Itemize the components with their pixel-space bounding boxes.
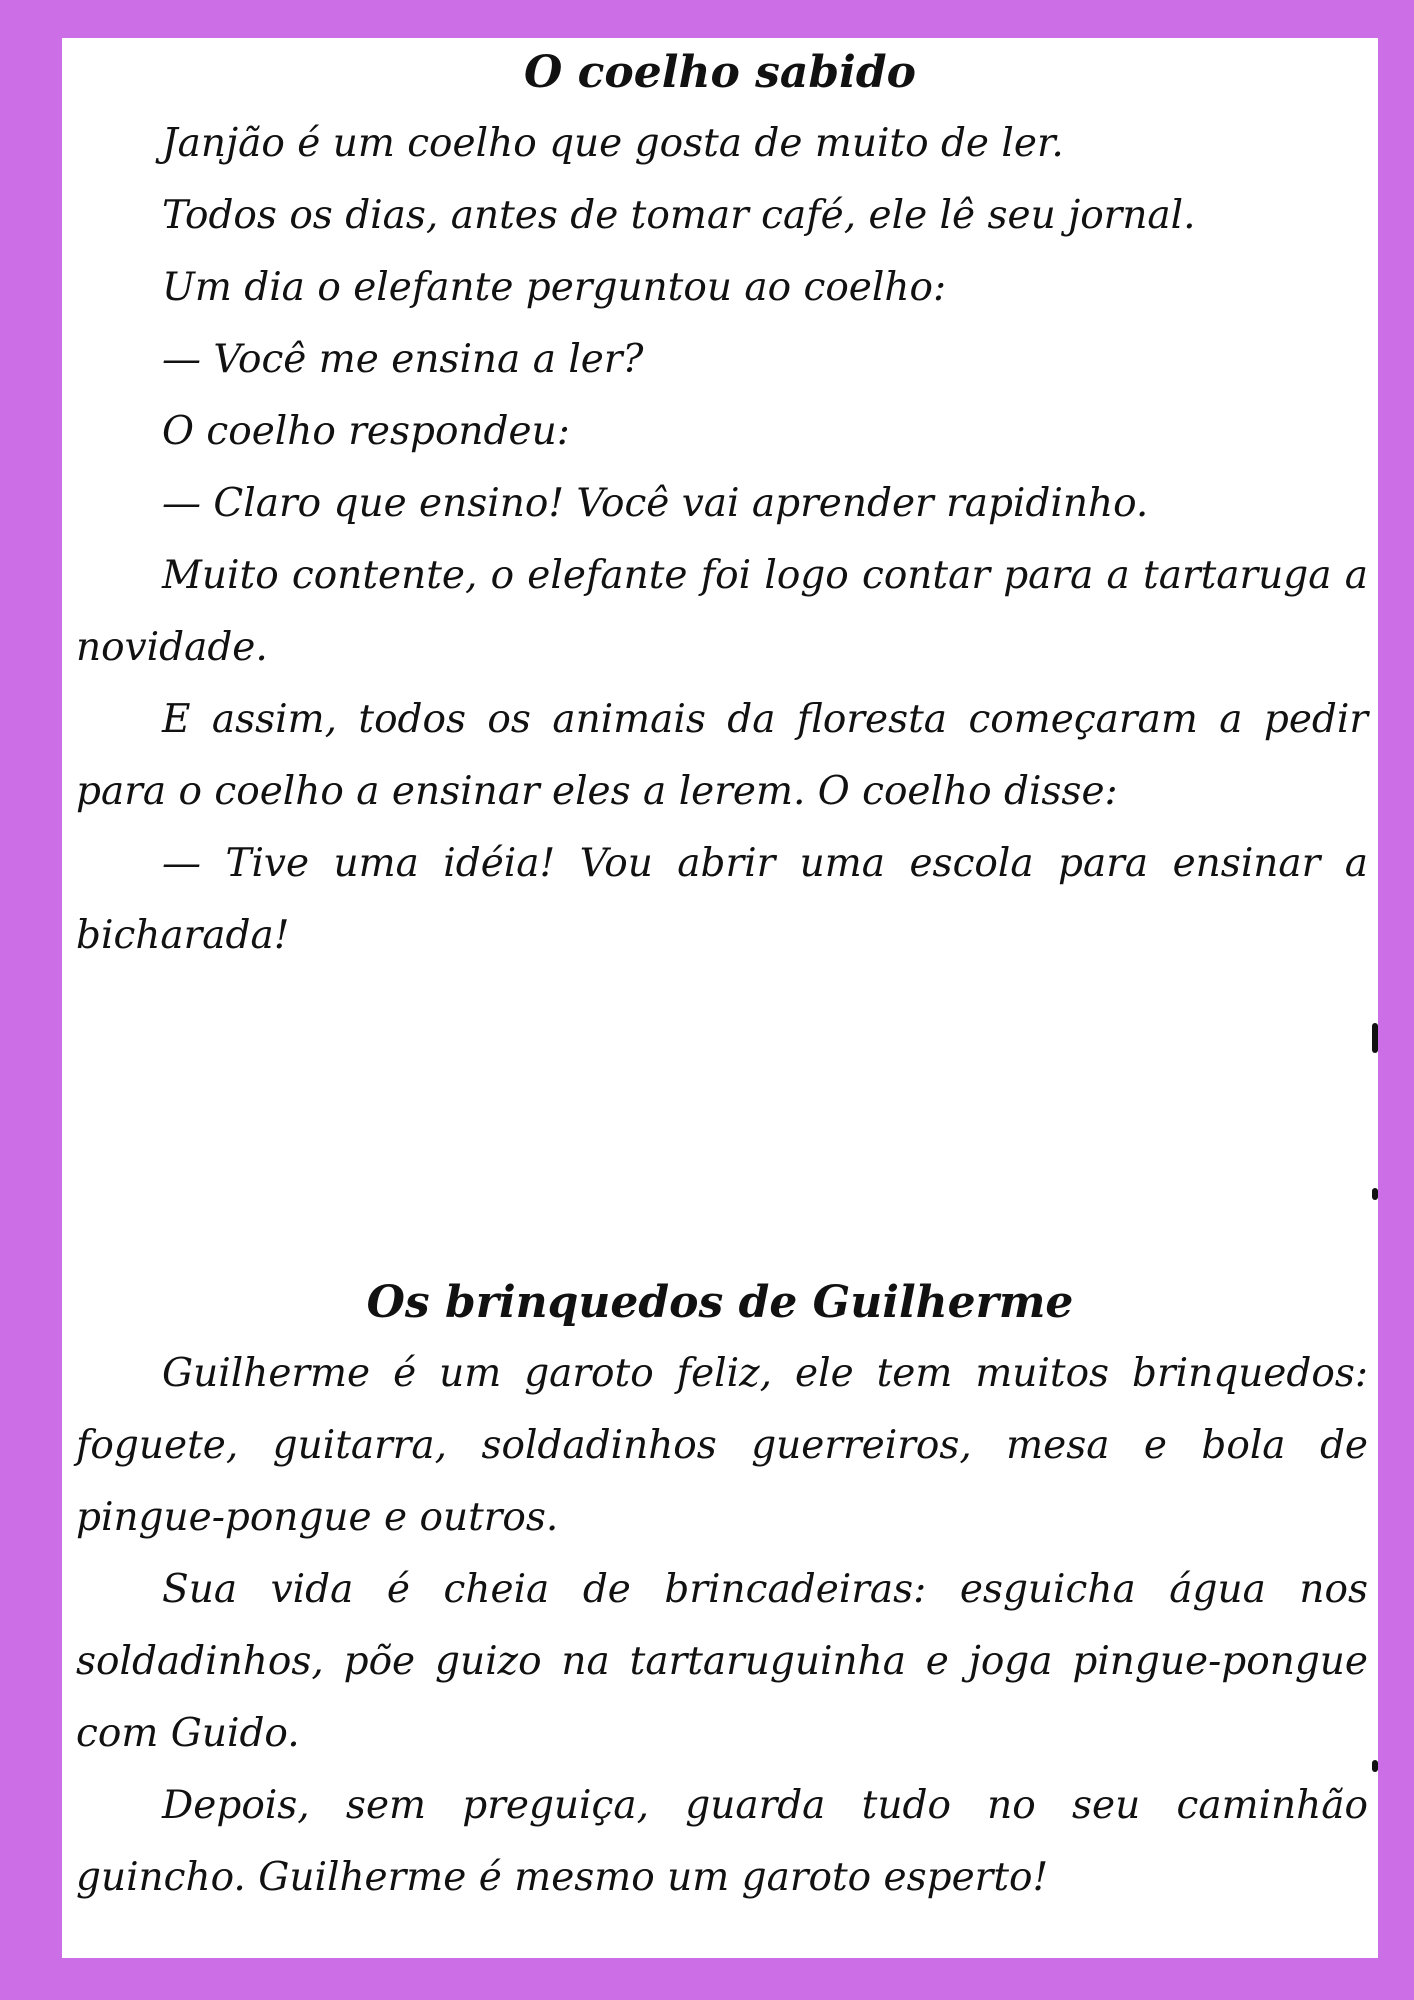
story-paragraph: Guilherme é um garoto feliz, ele tem muitos brinquedos: foguete, guitarra, soldadinhos guerreiros, mesa e bola de pingue-pongue e outros. — [76, 1351, 1368, 1540]
story-o-coelho-sabido — [62, 38, 1378, 972]
story-os-brinquedos-de-guilherme — [62, 1268, 1378, 1914]
story-title: Os brinquedos de Guilherme — [366, 1277, 1074, 1328]
story-paragraph: E assim, todos os animais da floresta começaram a pedir para o coelho a ensinar eles a lerem. O coelho disse: — [76, 697, 1368, 814]
scan-mark — [1372, 1188, 1378, 1200]
worksheet-page — [62, 38, 1378, 1958]
story-paragraph: Depois, sem preguiça, guarda tudo no seu caminhão guincho. Guilherme é mesmo um garoto esperto! — [76, 1783, 1368, 1900]
story-title: O coelho sabido — [523, 47, 917, 98]
story-paragraph: Muito contente, o elefante foi logo contar para a tartaruga a novidade. — [76, 553, 1368, 670]
story-paragraph: O coelho respondeu: — [162, 409, 570, 454]
scan-mark — [1372, 1760, 1378, 1772]
scan-mark — [1372, 1023, 1378, 1053]
story-paragraph: Janjão é um coelho que gosta de muito de ler. — [162, 121, 1064, 166]
dialogue-line: — Você me ensina a ler? — [162, 337, 644, 382]
dialogue-line: — Tive uma idéia! Vou abrir uma escola para ensinar a bicharada! — [76, 841, 1368, 958]
story-paragraph: Um dia o elefante perguntou ao coelho: — [162, 265, 947, 310]
story-paragraph: Sua vida é cheia de brincadeiras: esguicha água nos soldadinhos, põe guizo na tartaruguinha e joga pingue-pongue com Guido. — [76, 1567, 1368, 1756]
story-paragraph: Todos os dias, antes de tomar café, ele lê seu jornal. — [162, 193, 1196, 238]
dialogue-line: — Claro que ensino! Você vai aprender rapidinho. — [162, 481, 1149, 526]
